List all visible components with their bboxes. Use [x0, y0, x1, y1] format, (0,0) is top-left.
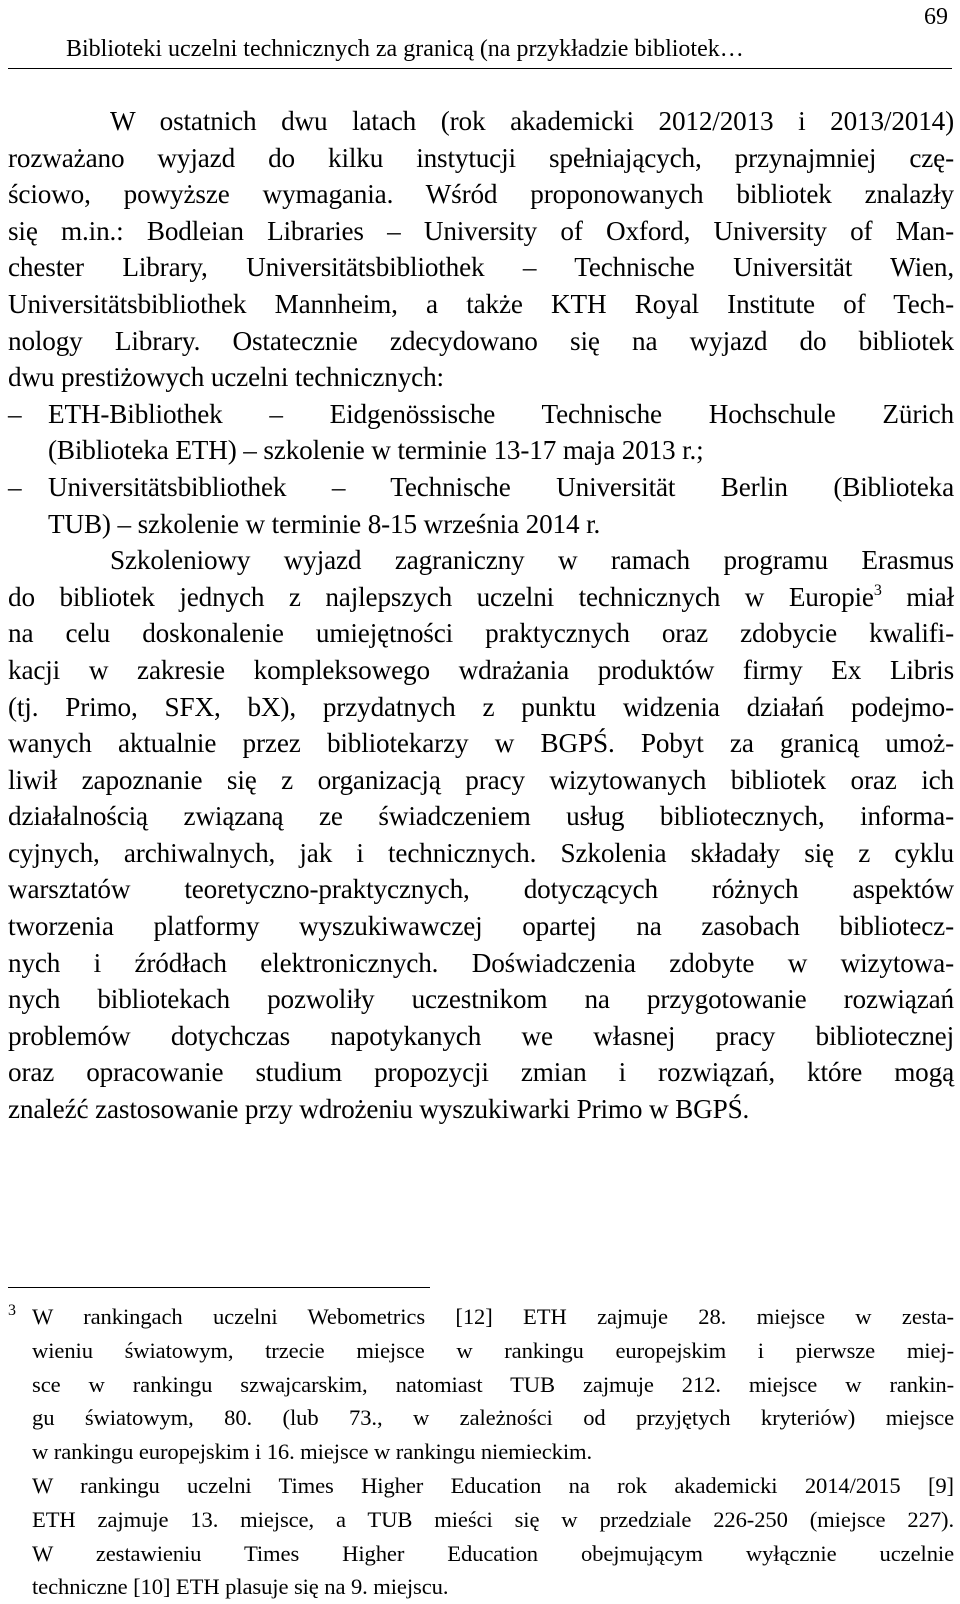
footnote-reference: 3: [873, 581, 882, 599]
text-line: działalnością związaną ze świadczeniem usług bibliotecznych, informa-: [8, 801, 954, 832]
dash-bullet: –: [8, 398, 22, 429]
list-item: [8, 469, 954, 542]
text-segment: miał: [881, 581, 954, 612]
text-line: nology Library. Ostatecznie zdecydowano się na wyjazd do bibliotek: [8, 325, 954, 356]
text-line: Universitätsbibliothek – Technische Universität Berlin (Biblioteka: [48, 471, 954, 502]
running-header: [8, 2, 952, 69]
footnote-separator: [8, 1287, 430, 1288]
footnote-line: W rankingu uczelni Times Higher Education na rok akademicki 2014/2015 [9]: [32, 1472, 954, 1498]
footnote-line: wieniu światowym, trzecie miejsce w rankingu europejskim i pierwsze miej-: [32, 1337, 954, 1363]
text-line: nych bibliotekach pozwoliły uczestnikom na przygotowanie rozwiązań: [8, 984, 954, 1015]
text-line: (tj. Primo, SFX, bX), przydatnych z punktu widzenia działań podejmo-: [8, 691, 954, 722]
text-line: na celu doskonalenie umiejętności praktycznych oraz zdobycie kwalifi-: [8, 618, 954, 649]
footnote-line: sce w rankingu szwajcarskim, natomiast TUB zajmuje 212. miejsce w rankin-: [32, 1371, 954, 1397]
text-segment: do bibliotek jednych z najlepszych uczelni technicznych w Europie: [8, 581, 874, 612]
text-line: nych i źródłach elektronicznych. Doświadczenia zdobyte w wizytowa-: [8, 947, 954, 978]
text-line: oraz opracowanie studium propozycji zmian i rozwiązań, które mogą: [8, 1057, 954, 1088]
text-line: TUB) – szkolenie w terminie 8-15 września 2014 r.: [48, 508, 601, 539]
text-line: chester Library, Universitätsbibliothek – Technische Universität Wien,: [8, 252, 954, 283]
footnote-line: w rankingu europejskim i 16. miejsce w rankingu niemieckim.: [32, 1439, 593, 1465]
text-line: kacji w zakresie kompleksowego wdrażania produktów firmy Ex Libris: [8, 654, 954, 685]
text-line: cyjnych, archiwalnych, jak i technicznych. Szkolenia składały się z cyklu: [8, 837, 954, 868]
text-line: rozważano wyjazd do kilku instytucji spełniających, przynajmniej czę-: [8, 142, 954, 173]
page-number: 69: [924, 4, 948, 30]
footnote-body: [8, 1300, 954, 1604]
footnote-line: ETH zajmuje 13. miejsce, a TUB mieści się w przedziale 226-250 (miejsce 227).: [32, 1506, 954, 1532]
text-line: W ostatnich dwu latach (rok akademicki 2012/2013 i 2013/2014): [110, 106, 954, 136]
text-line: (Biblioteka ETH) – szkolenie w terminie 13-17 maja 2013 r.;: [48, 435, 704, 466]
text-line: problemów dotychczas napotykanych we własnej pracy bibliotecznej: [8, 1020, 954, 1051]
text-line: Universitätsbibliothek Mannheim, a także KTH Royal Institute of Tech-: [8, 288, 954, 319]
text-line: [8, 579, 954, 616]
text-line: znaleźć zastosowanie przy wdrożeniu wyszukiwarki Primo w BGPŚ.: [8, 1094, 750, 1125]
list-item: [8, 396, 954, 469]
text-line: wanych aktualnie przez bibliotekarzy w BGPŚ. Pobyt za granicą umoż-: [8, 728, 954, 759]
footnote-marker: 3: [8, 1302, 16, 1319]
footnote: [8, 1300, 954, 1604]
dash-bullet: –: [8, 471, 22, 502]
text-line: Szkoleniowy wyjazd zagraniczny w ramach programu Erasmus: [110, 545, 954, 576]
text-line: liwił zapoznanie się z organizacją pracy wizytowanych bibliotek oraz ich: [8, 764, 954, 795]
footnote-line: gu światowym, 80. (lub 73., w zależności od przyjętych kryteriów) miejsce: [32, 1405, 954, 1431]
text-line: dwu prestiżowych uczelni technicznych:: [8, 362, 444, 393]
text-line: ściowo, powyższe wymagania. Wśród proponowanych bibliotek znalazły: [8, 179, 954, 210]
text-line: warsztatów teoretyczno-praktycznych, dotyczących różnych aspektów: [8, 874, 954, 905]
main-text: [8, 103, 954, 1128]
running-title: Biblioteki uczelni technicznych za granicą (na przykładzie bibliotek…: [66, 36, 744, 62]
footnote-line: W rankingach uczelni Webometrics [12] ETH zajmuje 28. miejsce w zesta-: [32, 1304, 954, 1329]
footnote-line: W zestawieniu Times Higher Education obejmującym wyłącznie uczelnie: [32, 1540, 954, 1566]
text-line: tworzenia platformy wyszukiwawczej opartej na zasobach bibliotecz-: [8, 911, 954, 942]
footnote-line: techniczne [10] ETH plasuje się na 9. miejscu.: [32, 1574, 449, 1600]
text-line: ETH-Bibliothek – Eidgenössische Technische Hochschule Zürich: [48, 398, 954, 429]
text-line: się m.in.: Bodleian Libraries – University of Oxford, University of Man-: [8, 215, 954, 246]
